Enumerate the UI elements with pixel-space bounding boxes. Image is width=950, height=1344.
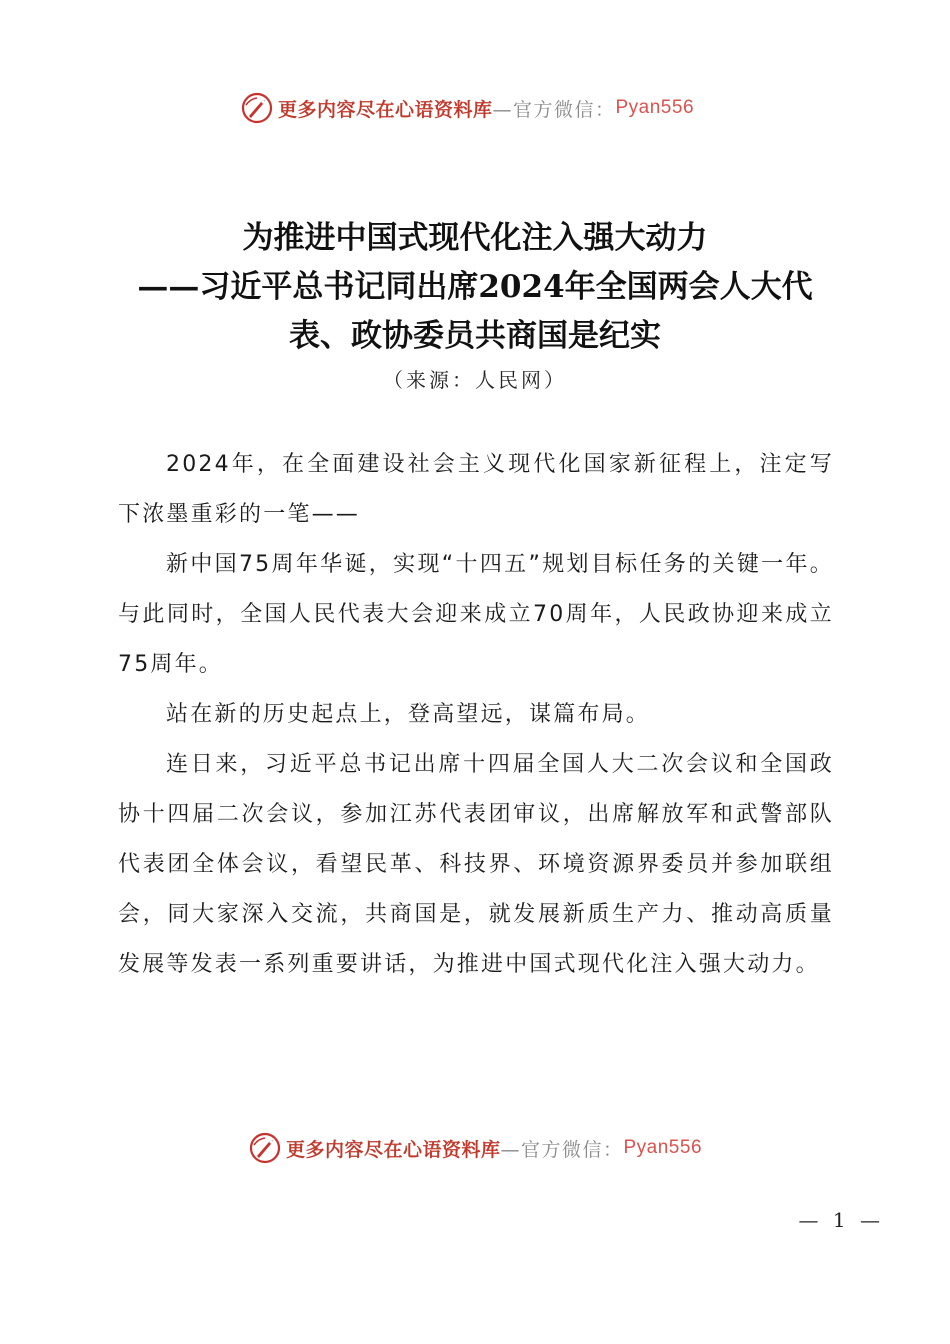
pen-nib-circle-icon (240, 91, 274, 125)
title-line: 为推进中国式现代化注入强大动力 (242, 220, 708, 256)
watermark-footer (0, 1128, 950, 1168)
title-line: ——习近平总书记同出席2024年全国两会人大代 (137, 269, 813, 305)
document-title-block (100, 214, 850, 397)
title-line: 表、政协委员共商国是纪实 (289, 318, 661, 354)
watermark-header (0, 88, 942, 128)
paragraph: 新中国75周年华诞，实现“十四五”规划目标任务的关键一年。与此同时，全国人民代表大会迎来成立70周年，人民政协迎来成立75周年。 (118, 552, 834, 677)
paragraph: 站在新的历史起点上，登高望远，谋篇布局。 (166, 702, 651, 727)
page-number: — 1 — (798, 1208, 884, 1232)
watermark-sub-text: —官方微信： (492, 98, 616, 121)
document-body (118, 440, 834, 990)
paragraph: 2024年，在全面建设社会主义现代化国家新征程上，注定写下浓墨重彩的一笔—— (118, 452, 834, 527)
watermark-wechat-id: Pyan556 (615, 97, 695, 118)
paragraph: 连日来，习近平总书记出席十四届全国人大二次会议和全国政协十四届二次会议，参加江苏代表团审议，出席解放军和武警部队代表团全体会议，看望民革、科技界、环境资源界委员并参加联组会，同大家深入交流，共商国是，就发展新质生产力、推动高质量发展等发表一系列重要讲话，为推进中国式现代化注入强大动力。 (118, 752, 834, 977)
document-source: （来源：人民网） (383, 368, 567, 392)
watermark-wechat-id: Pyan556 (623, 1137, 703, 1158)
watermark-main-text: 更多内容尽在心语资料库 (277, 98, 493, 121)
watermark-main-text: 更多内容尽在心语资料库 (285, 1138, 501, 1161)
pen-nib-circle-icon (248, 1131, 282, 1165)
watermark-sub-text: —官方微信： (500, 1138, 624, 1161)
